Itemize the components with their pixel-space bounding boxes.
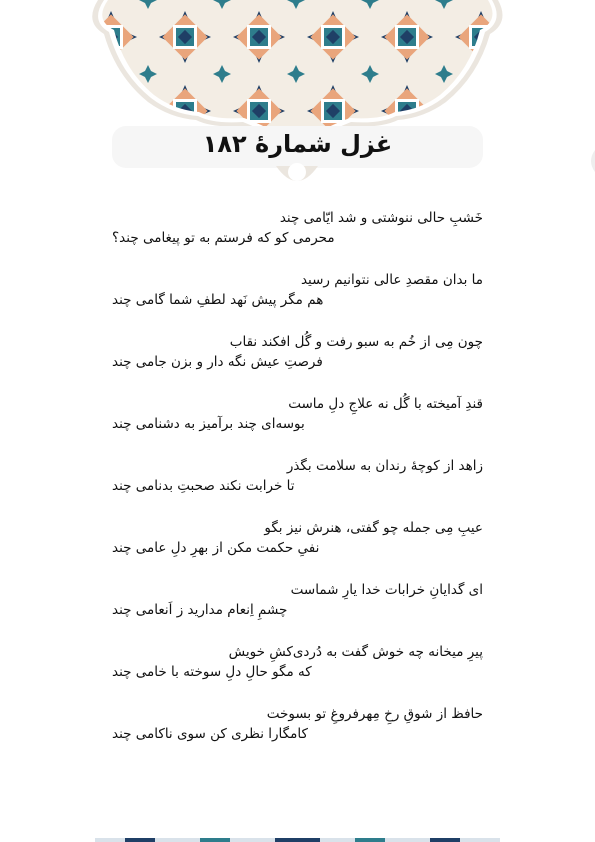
hemistich-1: ای گدایانِ خرابات خدا یارِ شماست (290, 582, 483, 598)
hemistich-1: قندِ آمیخته با گُل نه علاجِ دلِ ماست (288, 396, 483, 412)
couplet-4 (112, 394, 483, 456)
hemistich-2: هم مگر پیش نَهد لطفِ شما گامی چند (112, 292, 324, 308)
hemistich-1: ما بدان مقصدِ عالی نتوانیم رسید (300, 272, 483, 288)
hemistich-1: خَشبِ حالی ننوشتی و شد ایّامی چند (279, 210, 483, 226)
footer-tile-ornament (0, 836, 595, 842)
hemistich-1: عیبِ مِی جمله چو گفتی، هنرش نیز بگو (264, 520, 483, 536)
couplet-7 (112, 580, 483, 642)
hemistich-1: زاهد از کوچهٔ رندان به سلامت بگذر (286, 458, 483, 474)
couplet-6 (112, 518, 483, 580)
hemistich-2: چشمِ اِنعام مدارید ز اَنعامی چند (112, 602, 288, 618)
couplet-3 (112, 332, 483, 394)
hemistich-2: فرصتِ عیش نگه دار و بزن جامی چند (112, 354, 323, 370)
poem-title: غزل شمارهٔ ۱۸۲ (202, 130, 393, 158)
page-edge-notch (587, 150, 595, 172)
hemistich-2: که مگو حالِ دلِ سوخته با خامی چند (112, 664, 312, 680)
hemistich-1: حافظ از شوقِ رخِ مِهرفروغِ تو بسوخت (266, 706, 483, 722)
hemistich-1: چون مِی از خُم به سبو رفت و گُل افکند نقاب (229, 334, 483, 350)
couplet-8 (112, 642, 483, 704)
couplet-5 (112, 456, 483, 518)
header-tile-ornament (0, 0, 595, 200)
couplet-1 (112, 208, 483, 270)
hemistich-2: نفیِ حکمت مکن از بهرِ دلِ عامی چند (112, 540, 320, 556)
hemistich-1: پیرِ میخانه چه خوش گفت به دُردی‌کشِ خویش (228, 644, 483, 660)
hemistich-2: بوسه‌ای چند برآمیز به دشنامی چند (112, 416, 305, 432)
couplet-9 (112, 704, 483, 766)
couplet-2 (112, 270, 483, 332)
poem-body (112, 208, 483, 766)
hemistich-2: کامگارا نظری کن سوی ناکامی چند (112, 726, 308, 742)
hemistich-2: محرمی کو که فرستم به تو پیغامی چند؟ (112, 230, 335, 246)
hemistich-2: تا خرابت نکند صحبتِ بدنامی چند (112, 478, 295, 494)
